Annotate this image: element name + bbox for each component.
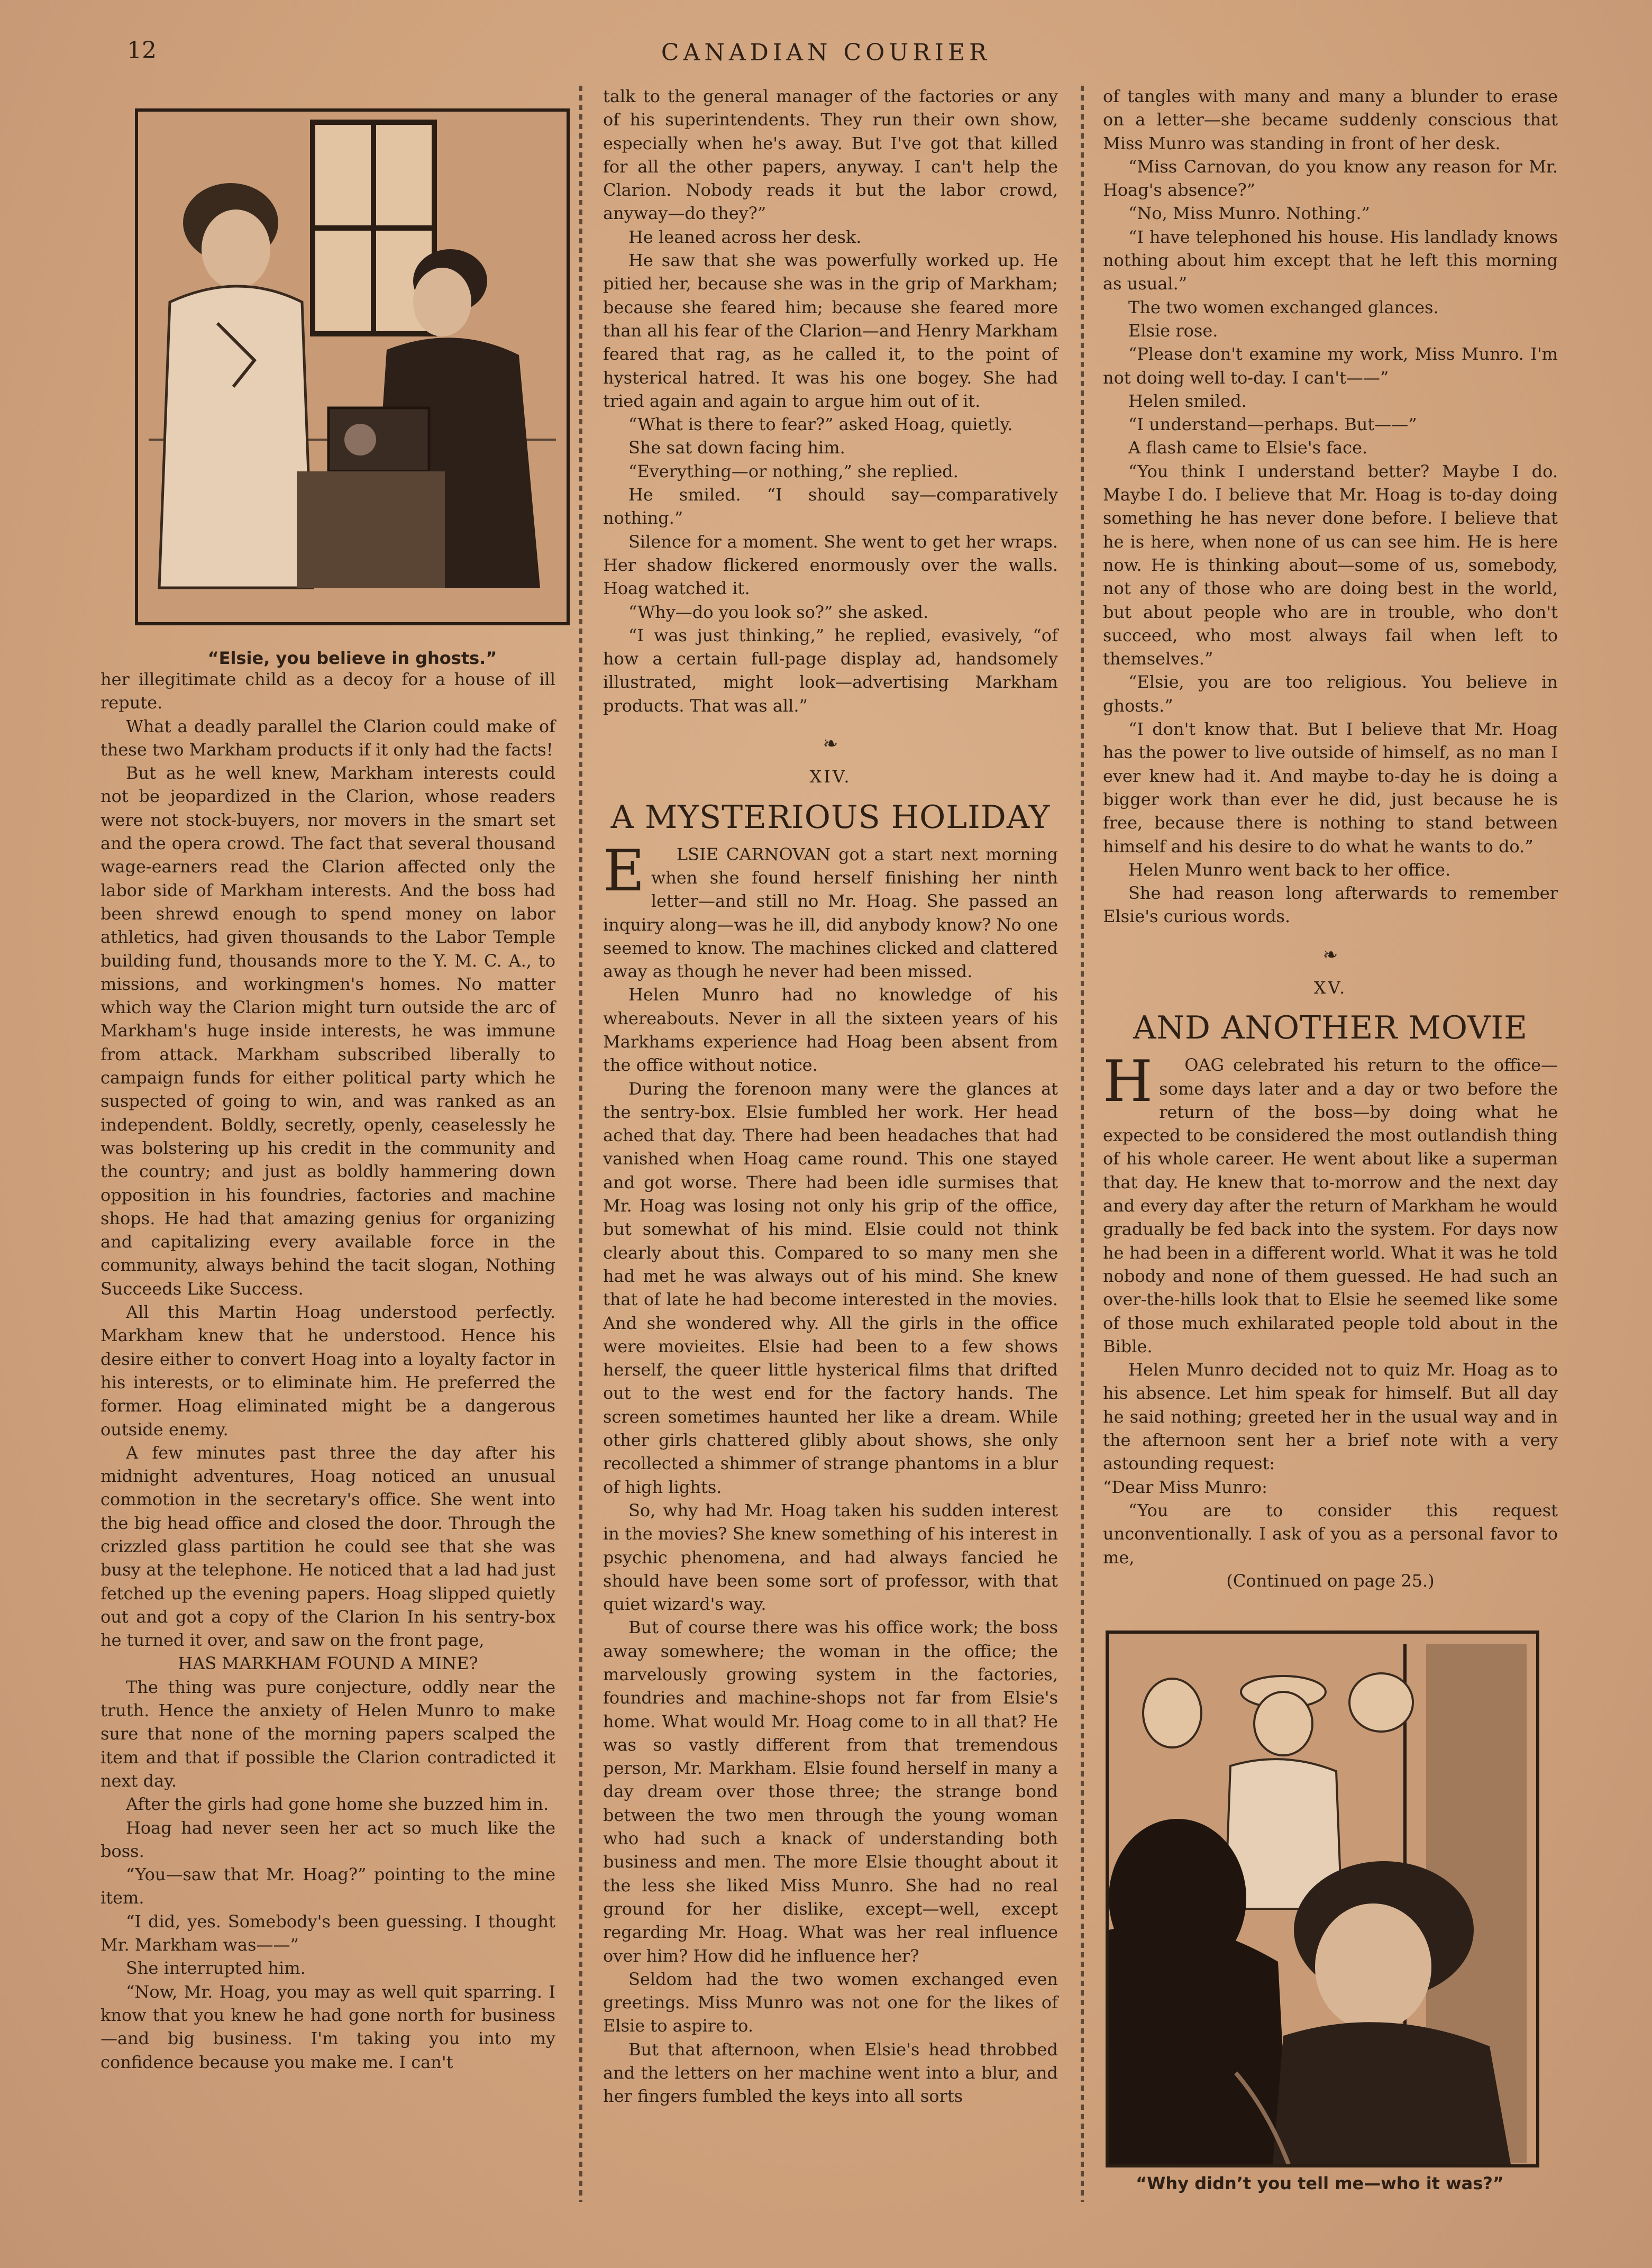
paragraph: Hoag had never seen her act so much like the boss. [101,1817,555,1861]
running-title: CANADIAN COURIER [661,39,991,66]
section-ornament: ❧ [823,733,838,755]
paragraph: Helen Munro had no knowledge of his whereabouts. Never in all the sixteen years of his Markhams experience had Hoag been absent from the office without notice. [603,985,1058,1076]
drop-cap: H [1103,1049,1153,1115]
continued-notice: (Continued on page 25.) [1226,1570,1435,1591]
clarion-headline: HAS MARKHAM FOUND A MINE? [178,1653,478,1674]
paragraph: OAG celebrated his return to the office—some days later and a day or two before the return of the boss—by doing what he expected to be considered the most outlandish thing of his whole career. He went about like a superman that day. He knew that to-morrow and the next day and every day after the return of Markham he would gradually be fed back into the system. For days now he had been in a different world. What it was he told nobody and none of them guessed. He had such an over-the-hills look that to Elsie he seemed like some of those much exhilarated people told about in the Bible. [1103,1055,1558,1356]
paragraph: All this Martin Hoag understood perfectly. Markham knew that he understood. Hence his desire either to convert Hoag into a loyalty factor in his interests, or to eliminate him. He preferred the former. Hoag eliminated might be a dangerous outside enemy. [101,1302,555,1440]
paragraph: A few minutes past three the day after his midnight adventures, Hoag noticed an unusual commotion in the secretary's office. She went into the big head office and closed the door. Through the crizzled glass partition he could see that she was busy at the telephone. He noticed that a lad had just fetched up the evening papers. Hoag slipped quietly out and got a copy of the Clarion In his sentry-box he turned it over, and saw on the front page, [101,1442,555,1651]
paragraph: He smiled. “I should say—comparatively nothing.” [603,485,1058,529]
paragraph: “Elsie, you are too religious. You believe in ghosts.” [1103,672,1558,716]
paragraph: After the girls had gone home she buzzed him in. [126,1794,549,1815]
paragraph: “Why—do you look so?” she asked. [628,602,929,622]
paragraph: He leaned across her desk. [628,226,862,247]
paragraph: “Everything—or nothing,” she replied. [628,461,959,481]
paragraph: Helen smiled. [1128,390,1247,411]
chapter-14-body [603,837,1058,2108]
paragraph: “You think I understand better? Maybe I do. Maybe I do. I believe that Mr. Hoag is to-day doing something he has never done before. I believe that he is here, when none of us can see him. He is here now. He is thinking about—some of us, somebody, not any of those who are doing best in the world, but about people who are in trouble, who don't succeed, who most always fail when left to themselves.” [1103,461,1558,669]
paragraph: During the forenoon many were the glances at the sentry-box. Elsie fumbled her work. Her head ached that day. There had been headaches that had vanished when Hoag came round. This one stayed and got worse. There had been idle surmises that Mr. Hoag was losing not only his grip of the office, but somewhat of his mind. Elsie could not think clearly about this. Compared to so many men she had met he was always out of his mind. She knew that of late he had become interested in the movies. And she wondered why. All the girls in the office were movieites. Elsie had been to a few shows herself, the queer little hysterical films that drifted out to the west end for the factory hands. The screen sometimes haunted her like a dream. While other girls chattered glibly about shows, she only recollected a shimmer of strange phantoms in a blur of high lights. [603,1078,1058,1497]
paragraph: She had reason long afterwards to remember Elsie's curious words. [1103,883,1558,927]
paragraph: of tangles with many and many a blunder to erase on a letter—she became suddenly conscious that Miss Munro was standing in front of her desk. [1103,86,1558,153]
paragraph: The thing was pure conjecture, oddly near the truth. Hence the anxiety of Helen Munro to make sure that none of the morning papers scalped the item and that if possible the Clarion contradicted it next day. [101,1677,555,1791]
column-2 [603,85,1058,2108]
paragraph: But as he well knew, Markham interests could not be jeopardized in the Clarion, whose readers were not stock-buyers, nor movers in the smart set and the opera crowd. The fact that several thousand wage-earners read the Clarion affected only the labor side of Markham interests. And the boss had been shrewd enough to spend money on labor athletics, had given thousands to the Labor Temple building fund, thousands more to the Y. M. C. A., to missions, and workingmen's homes. No matter which way the Clarion might turn outside the arc of Markham's huge inside interests, he was immune from attack. Markham subscribed liberally to campaign funds for either political party which he suspected of going to win, and was ranked as an independent. Boldly, secretly, openly, ceaselessly he was bolstering up his credit in the community and the country; and just as boldly hammering down opposition in his foundries, factories and machine shops. He had that amazing genius for organizing and capitalizing every available force in the community, always behind the tacit slogan, Nothing Succeeds Like Success. [101,763,555,1299]
chapter-15-number: XV. [1313,977,1347,998]
chapter-14-title: A MYSTERIOUS HOLIDAY [610,798,1051,836]
paragraph: Seldom had the two women exchanged even greetings. Miss Munro was not one for the likes of Elsie to aspire to. [603,1969,1058,2036]
paragraph: “Please don't examine my work, Miss Munro. I'm not doing well to-day. I can't——” [1103,344,1558,388]
paragraph: “You—saw that Mr. Hoag?” pointing to the mine item. [101,1864,555,1908]
paragraph: her illegitimate child as a decoy for a house of ill repute. [101,669,555,713]
paragraph: But of course there was his office work; the boss away somewhere; the woman in the office; the marvelously growing system in the factories, foundries and machine-shops not far from Elsie's home. What would Mr. Hoag come to in all that? He was so vastly different from that tremendous person, Mr. Markham. Elsie found herself in many a day dream over those three; the strange bond between the two men through the young woman who had such a knack of understanding both business and men. The more Elsie thought about it the less she liked Miss Munro. She had no real ground for her dislike, except—well, except regarding Mr. Hoag. What was her real influence over him? How did he influence her? [603,1617,1058,1966]
illustration-caption-top: “Elsie, you believe in ghosts.” [207,648,497,668]
paragraph: “I did, yes. Somebody's been guessing. I thought Mr. Markham was——” [101,1911,555,1955]
page-number: 12 [127,37,157,64]
paragraph: Helen Munro went back to her office. [1128,859,1451,880]
paragraph: Elsie rose. [1128,320,1218,341]
paragraph: He saw that she was powerfully worked up. He pitied her, because she was in the grip of Markham; because she feared him; because she feared more than all his fear of the Clarion—and Henry Markham feared that rag, as he called it, to the point of hysterical hatred. It was his one bogey. She had tried again and again to argue him out of it. [603,250,1058,411]
chapter-15-title: AND ANOTHER MOVIE [1133,1009,1528,1047]
column-rule-left [579,86,582,2202]
paragraph: But that afternoon, when Elsie's head throbbed and the letters on her machine went into a blur, and her fingers fumbled the keys into all sorts [603,2039,1058,2107]
column-1 [101,668,555,2074]
paragraph: The two women exchanged glances. [1128,297,1439,317]
drop-cap: E [603,837,645,904]
illustration-elsie-ghosts [135,108,570,625]
paragraph: “I understand—perhaps. But——” [1128,414,1417,435]
illustration-drawing [138,112,567,622]
paragraph: She sat down facing him. [628,438,845,458]
illustration-drawing [1109,1634,1536,2164]
paragraph: So, why had Mr. Hoag taken his sudden interest in the movies? She knew something of his interest in psychic phenomena, and had always fancied he should have been some sort of professor, with that quiet wizard's way. [603,1500,1058,1615]
paragraph: What a deadly parallel the Clarion could make of these two Markham products if it only had the facts! [101,716,555,760]
paragraph: “I have telephoned his house. His landlady knows nothing about him except that he left this morning as usual.” [1103,226,1558,294]
paragraph: Silence for a moment. She went to get her wraps. Her shadow flickered enormously over the walls. Hoag watched it. [603,531,1058,599]
letter-salutation: “Dear Miss Munro: [1103,1477,1267,1497]
paragraph: “Now, Mr. Hoag, you may as well quit sparring. I know that you knew he had gone north for business—and big business. I'm taking you into my confidence because you make me. I can't [101,1981,555,2072]
section-ornament: ❧ [1322,944,1338,966]
illustration-caption-bottom: “Why didn’t you tell me—who it was?” [1136,2173,1504,2193]
paragraph: Helen Munro decided not to quiz Mr. Hoag as to his absence. Let him speak for himself. But all day he said nothing; greeted her in the usual way and in the afternoon sent her a brief note with a very astounding request: [1103,1360,1558,1474]
paragraph: “I was just thinking,” he replied, evasively, “of how a certain full-page display ad, handsomely illustrated, might look—advertising Markham products. That was all.” [603,625,1058,716]
illustration-who-it-was [1106,1631,1539,2167]
paragraph: She interrupted him. [126,1958,306,1979]
column-3 [1103,85,1558,1592]
paragraph: A flash came to Elsie's face. [1128,438,1368,458]
paragraph: “What is there to fear?” asked Hoag, quietly. [628,414,1013,435]
paragraph: “No, Miss Munro. Nothing.” [1128,203,1370,224]
paragraph: talk to the general manager of the factories or any of his superintendents. They run their own show, especially when he's away. But I've got that killed for all the other papers, anyway. I can't help the Clarion. Nobody reads it but the labor crowd, anyway—do they?” [603,86,1058,224]
paragraph: LSIE CARNOVAN got a start next morning when she found herself finishing her ninth letter—and still no Mr. Hoag. She passed an inquiry along—was he ill, did anybody know? No one seemed to know. The machines clicked and clattered away as though he never had been missed. [603,844,1058,982]
chapter-15-body [1103,1049,1558,1592]
paragraph: “I don't know that. But I believe that Mr. Hoag has the power to live outside of himself, as no man I ever knew had it. And maybe to-day he is doing a bigger work than ever he did, just because he is free, because there is nothing to stand between himself and his desire to do what he wants to do.” [1103,719,1558,857]
paragraph: “You are to consider this request unconventionally. I ask of you as a personal favor to me, [1103,1500,1558,1568]
chapter-14-number: XIV. [809,767,852,787]
column-rule-right [1081,86,1084,2202]
paragraph: “Miss Carnovan, do you know any reason for Mr. Hoag's absence?” [1103,156,1558,201]
